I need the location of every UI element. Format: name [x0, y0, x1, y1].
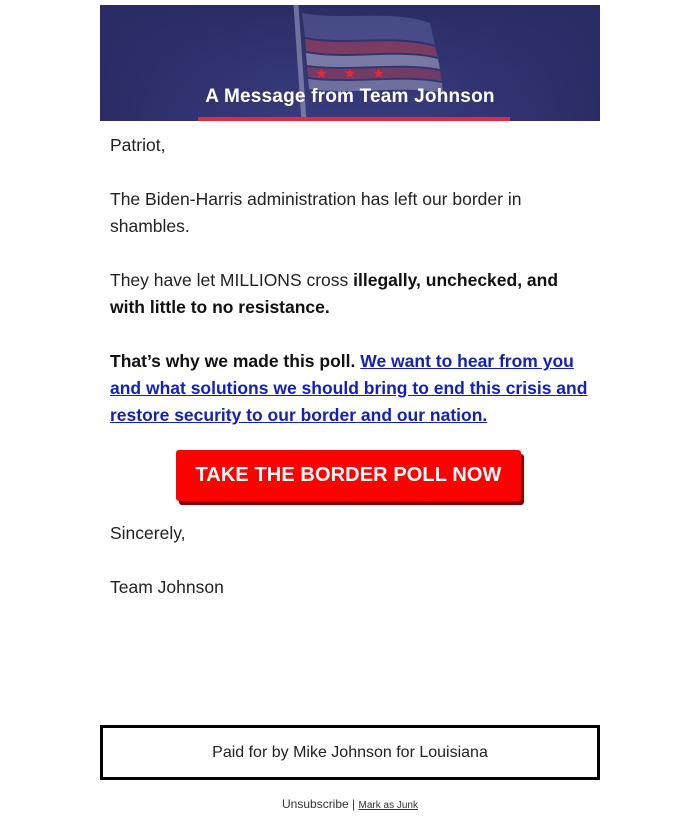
- closing: [100, 520, 600, 601]
- header-banner: [100, 5, 600, 121]
- paragraph-millions-bold: illegally, unchecked, and with little to no resistance.: [110, 270, 559, 317]
- paid-for-disclaimer: Paid for by Mike Johnson for Louisiana: [100, 725, 600, 780]
- unsubscribe-link[interactable]: Unsubscribe: [282, 797, 349, 811]
- cta-container: [100, 450, 600, 506]
- message-body: [100, 132, 600, 429]
- poll-intro: That’s why we made this poll.: [110, 351, 356, 371]
- paragraph-poll: [110, 348, 590, 429]
- greeting: Patriot,: [110, 135, 166, 155]
- paragraph-border: The Biden-Harris administration has left our border in shambles.: [110, 189, 522, 236]
- stars-decoration: ★★★: [315, 65, 401, 81]
- separator: |: [352, 797, 356, 811]
- banner-accent-line: [198, 117, 510, 121]
- unsubscribe-bar: [0, 797, 700, 811]
- paragraph-millions: [110, 267, 590, 321]
- email-body: [100, 5, 600, 601]
- paragraph-millions-plain: They have let MILLIONS cross: [110, 270, 354, 290]
- signature: Team Johnson: [110, 577, 224, 597]
- banner-title: A Message from Team Johnson: [205, 86, 495, 107]
- signoff: Sincerely,: [110, 523, 186, 543]
- poll-link[interactable]: We want to hear from you and what solutions we should bring to end this crisis and restore security to our border and our nation.: [110, 351, 588, 425]
- mark-as-junk-link[interactable]: Mark as Junk: [358, 800, 418, 811]
- take-poll-button[interactable]: TAKE THE BORDER POLL NOW: [176, 450, 521, 501]
